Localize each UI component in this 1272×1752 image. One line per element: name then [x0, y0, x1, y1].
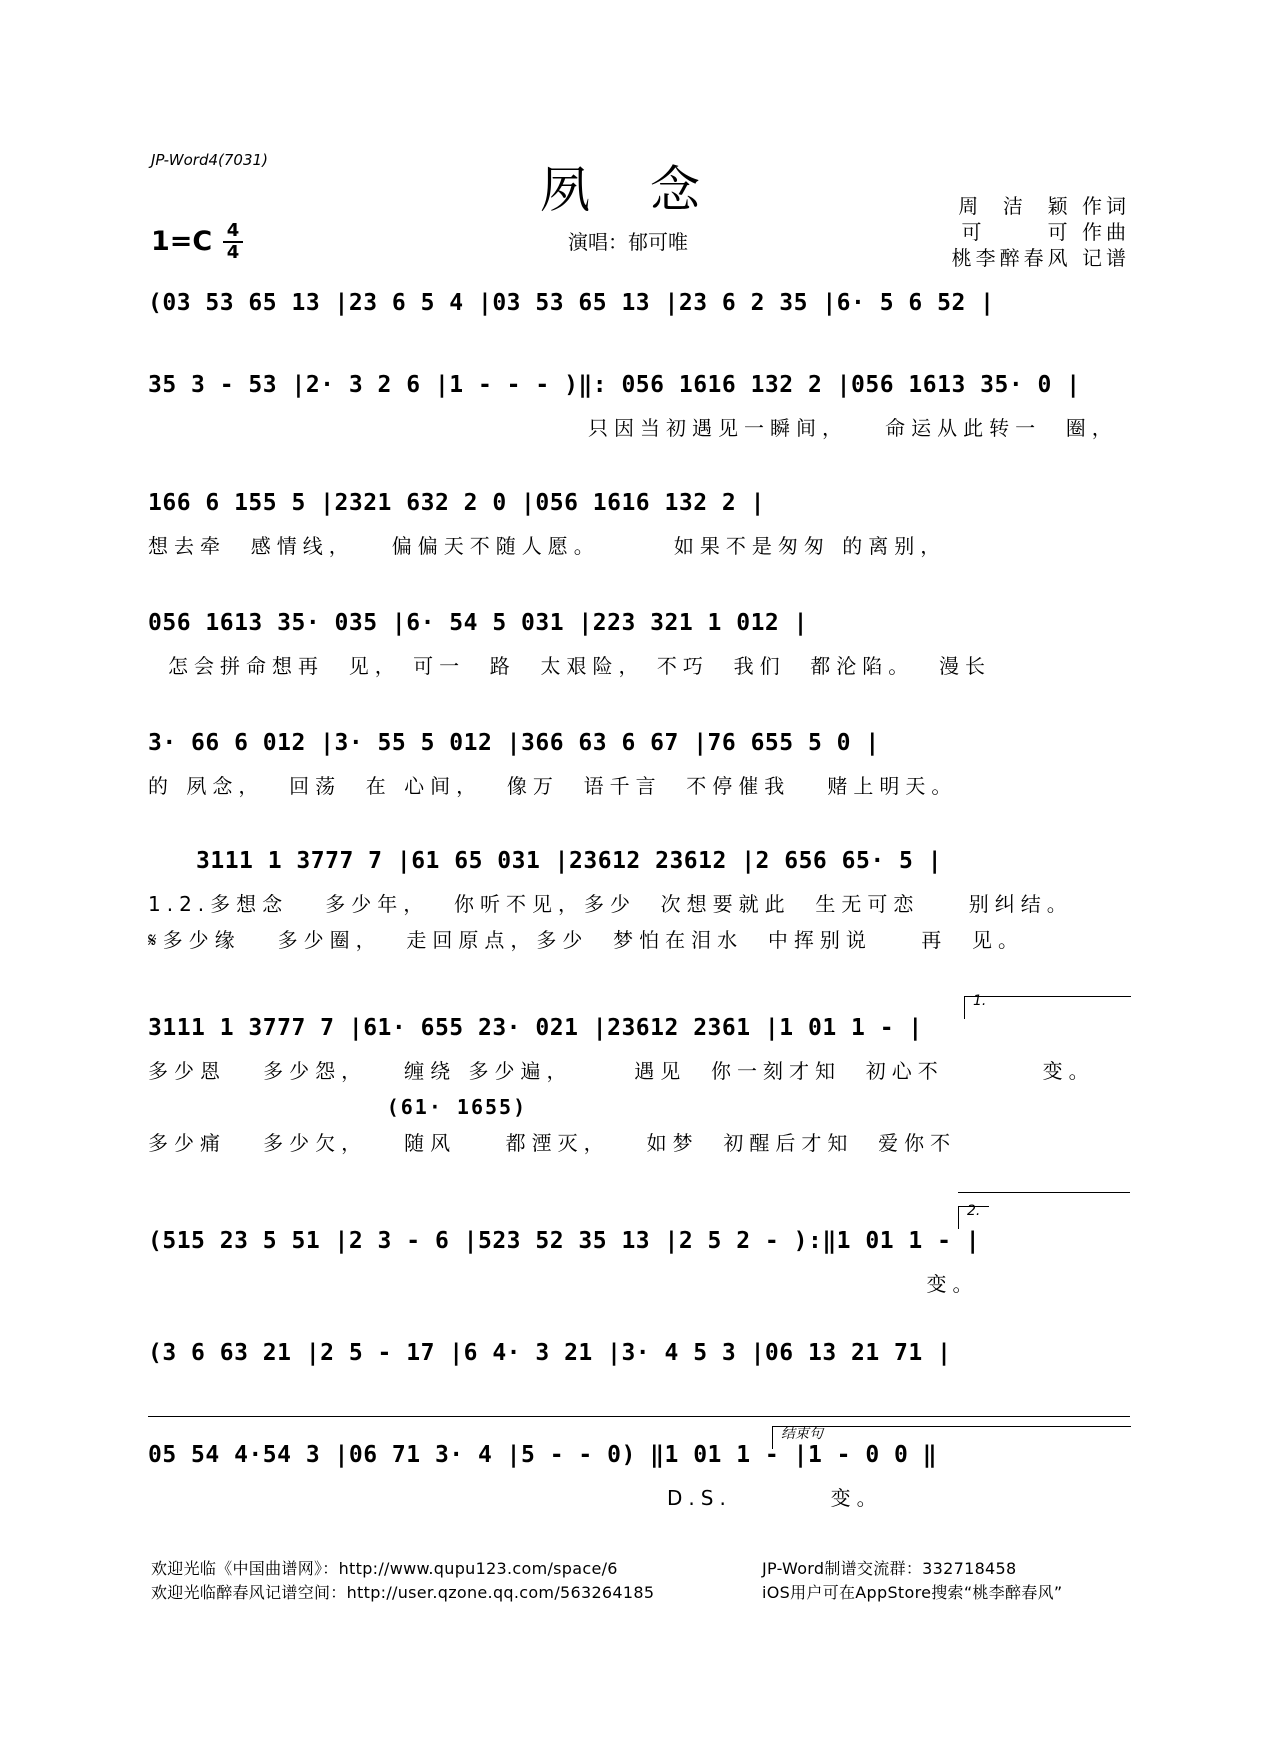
software-version: JP-Word4(7031)	[151, 151, 268, 169]
time-signature	[223, 222, 243, 262]
notation: (515 23 5 51 |2 3 - 6 |523 52 35 13 |2 5 2 - ):‖1 01 1 - |	[148, 1228, 981, 1254]
lyric-line: 只因当初遇见一瞬间， 命运从此转一 圈，	[588, 416, 1118, 440]
alt-notation: (61· 1655)	[148, 1095, 528, 1119]
singer: 演唱：郁可唯	[568, 230, 688, 254]
lyric-line: 的 夙念， 回荡 在 心间， 像万 语千言 不停催我 赌上明天。	[148, 774, 958, 798]
lyric-line: 𝄋多少缘 多少圈， 走回原点，多少 梦怕在泪水 中挥别说 再 见。	[148, 928, 1024, 952]
meter-bottom: 4	[226, 242, 240, 263]
lyric-line: 多少恩 多少怨， 缠绕 多少遍， 遇见 你一刻才知 初心不 变。	[148, 1059, 1095, 1083]
notation: 35 3 - 53 |2· 3 2 6 |1 - - - )‖: 056 1616 132 2 |056 1613 35· 0 |	[148, 372, 1081, 398]
lyric-line: 变。	[148, 1272, 979, 1296]
volta-1: 1.	[964, 996, 1131, 1019]
notation: 056 1613 35· 035 |6· 54 5 031 |223 321 1 012 |	[148, 610, 808, 636]
lyric-line: 多少痛 多少欠， 随风 都湮灭， 如梦 初醒后才知 爱你不	[148, 1131, 957, 1155]
lyric-line: 怎会拼命想再 见， 可一 路 太艰险， 不巧 我们 都沦陷。 漫长	[168, 654, 992, 678]
footer-link-2[interactable]: 欢迎光临醉春风记谱空间：http://user.qzone.qq.com/563264185	[151, 1583, 655, 1602]
notation: (03 53 65 13 |23 6 5 4 |03 53 65 13 |23 6 2 35 |6· 5 6 52 |	[148, 290, 995, 316]
lyricist-credit: 周 洁 颖 作词	[958, 194, 1130, 218]
song-title: 夙念	[540, 161, 760, 219]
ending-volta: 结束句	[772, 1426, 1131, 1449]
lyric-line: 1.2.多想念 多少年， 你听不见，多少 次想要就此 生无可恋 别纠结。	[148, 892, 1073, 916]
transcriber-credit: 桃李醉春风 记谱	[951, 246, 1130, 270]
composer-credit: 可 可 作曲	[961, 220, 1130, 244]
meter-top: 4	[226, 220, 240, 241]
lyric-line: D.S. 变。	[148, 1486, 883, 1510]
footer-group: JP-Word制谱交流群：332718458	[762, 1559, 1017, 1578]
notation: 166 6 155 5 |2321 632 2 0 |056 1616 132 2 |	[148, 490, 765, 516]
notation: 05 54 4·54 3 |06 71 3· 4 |5 - - 0) ‖1 01 1 - |1 - 0 0 ‖	[148, 1442, 938, 1468]
notation: (3 6 63 21 |2 5 - 17 |6 4· 3 21 |3· 4 5 3 |06 13 21 71 |	[148, 1340, 952, 1366]
lyric-line: 想去牵 感情线， 偏偏天不随人愿。 如果不是匆匆 的离别，	[148, 534, 947, 558]
footer-appstore: iOS用户可在AppStore搜索“桃李醉春风”	[762, 1583, 1063, 1602]
notation: 3111 1 3777 7 |61· 655 23· 021 |23612 2361 |1 01 1 - |	[148, 1015, 923, 1041]
notation: 3111 1 3777 7 |61 65 031 |23612 23612 |2 656 65· 5 |	[196, 848, 943, 874]
volta-2: 2.	[958, 1206, 989, 1229]
footer-link-1[interactable]: 欢迎光临《中国曲谱网》：http://www.qupu123.com/space/6	[151, 1559, 618, 1578]
key-signature: 1=C	[151, 226, 213, 257]
notation: 3· 66 6 012 |3· 55 5 012 |366 63 6 67 |76 655 5 0 |	[148, 730, 880, 756]
